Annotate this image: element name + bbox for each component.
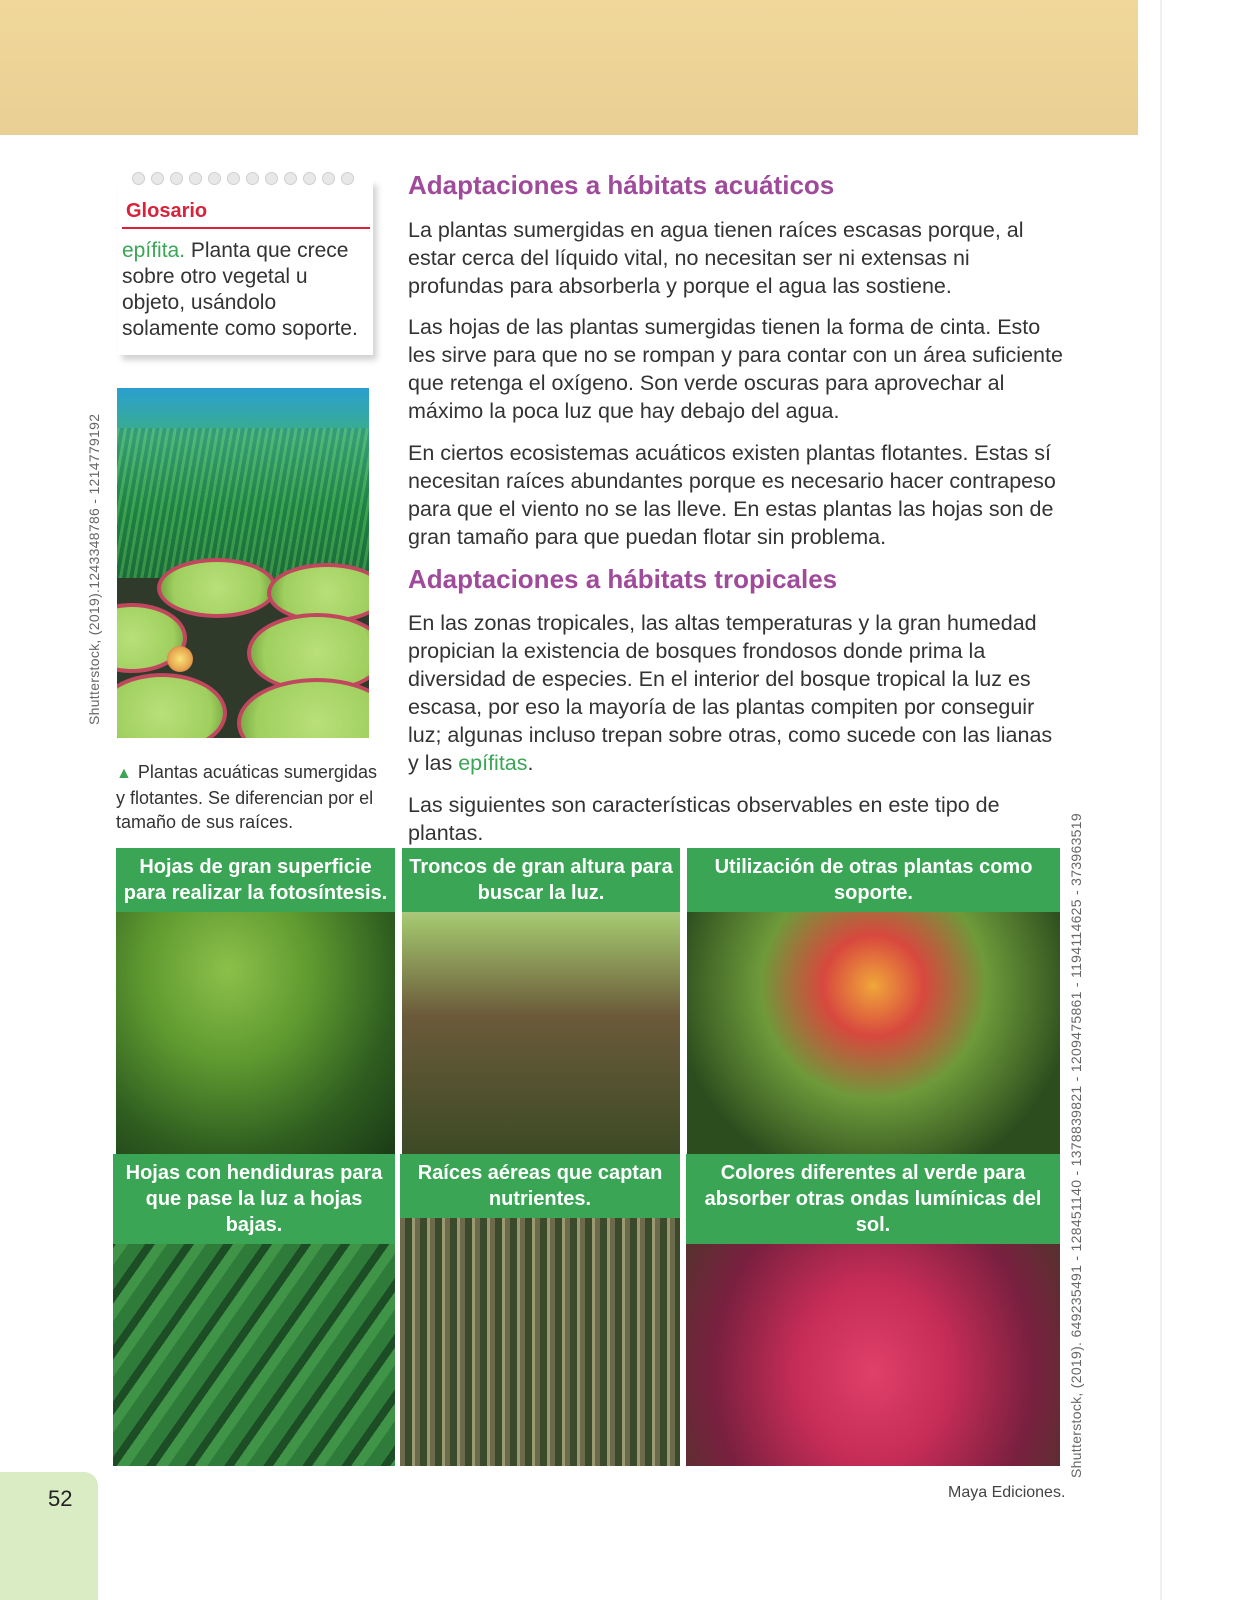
grid-label: Colores diferentes al verde para absorber otras ondas lumínicas del sol.: [686, 1154, 1060, 1244]
grid-cell-aerial-roots: [400, 1154, 680, 1466]
grid-cell-colored-leaves: [686, 1154, 1060, 1466]
grid-label: Utilización de otras plantas como soporte.: [687, 848, 1060, 912]
term-epifitas: epífitas: [458, 751, 528, 775]
paragraph-aquatic-3: En ciertos ecosistemas acuáticos existen plantas flotantes. Estas sí necesitan raíces abundantes porque es necesario hacer contrapeso para que el viento no se las lleve. En estas plantas las hojas son de gran tamaño para que puedan flotar sin problema.: [408, 441, 1056, 549]
grid-cell-large-leaves: [116, 848, 395, 1154]
grid-cell-split-leaves: [113, 1154, 395, 1466]
top-band: [0, 0, 1138, 135]
spiral-binding: [132, 172, 372, 188]
paragraph-aquatic-1: La plantas sumergidas en agua tienen raíces escasas porque, al estar cerca del líquido vital, no necesitan ser ni extensas ni profundas para absorberla y porque el agua las sostiene.: [408, 218, 1024, 298]
glossary-title: Glosario: [126, 200, 208, 222]
photo-credit-right: Shutterstock, (2019). 649235491 - 128451140 - 1378839821 - 1209475861 - 1194114625 - 373963519: [1068, 813, 1084, 1478]
paragraph-aquatic-2: Las hojas de las plantas sumergidas tienen la forma de cinta. Esto les sirve para que no se rompan y para contar con un área suficiente que retenga el oxígeno. Son verde oscuras para aprovechar al máximo la poca luz que hay debajo del agua.: [408, 315, 1063, 423]
grid-label: Hojas con hendiduras para que pase la luz a hojas bajas.: [113, 1154, 395, 1244]
triangle-icon: ▲: [116, 765, 132, 782]
paragraph-tropical-1: En las zonas tropicales, las altas temperaturas y la gran humedad propician la existencia de bosques frondosos donde prima la diversidad de especies. En el interior del bosque tropical la luz es escasa, por eso la mayoría de las plantas compiten por conseguir luz; algunas incluso trepan sobre otras, como sucede con las lianas y las epífitas.: [408, 611, 1053, 775]
aquatic-plants-photo: [117, 388, 369, 738]
publisher-name: Maya Ediciones.: [948, 1484, 1066, 1501]
page-edge: [1160, 0, 1162, 1600]
glossary-term: epífita.: [122, 239, 186, 262]
grid-label: Hojas de gran superficie para realizar la fotosíntesis.: [116, 848, 395, 912]
photo-credit-left: Shutterstock, (2019).1243348786 - 1214779192: [86, 413, 102, 725]
paragraph-tropical-2: Las siguientes son características observables en este tipo de plantas.: [408, 793, 1000, 845]
page-number: 52: [48, 1486, 73, 1511]
glossary-definition: Planta que crece sobre otro vegetal u objeto, usándolo solamente como soporte.: [122, 239, 358, 340]
heading-aquatic: Adaptaciones a hábitats acuáticos: [408, 170, 835, 200]
aquatic-photo-caption: ▲ Plantas acuáticas sumergidas y flotantes. Se diferencian por el tamaño de sus raíces.: [116, 762, 377, 832]
grid-cell-tall-trunks: [402, 848, 680, 1154]
glossary-box: [118, 180, 373, 355]
grid-label: Raíces aéreas que captan nutrientes.: [400, 1154, 680, 1218]
heading-tropical: Adaptaciones a hábitats tropicales: [408, 564, 838, 594]
glossary-divider: [122, 227, 370, 229]
grid-cell-epiphytes: [687, 848, 1060, 1154]
glossary-entry: [122, 238, 370, 342]
grid-label: Troncos de gran altura para buscar la luz.: [402, 848, 680, 912]
